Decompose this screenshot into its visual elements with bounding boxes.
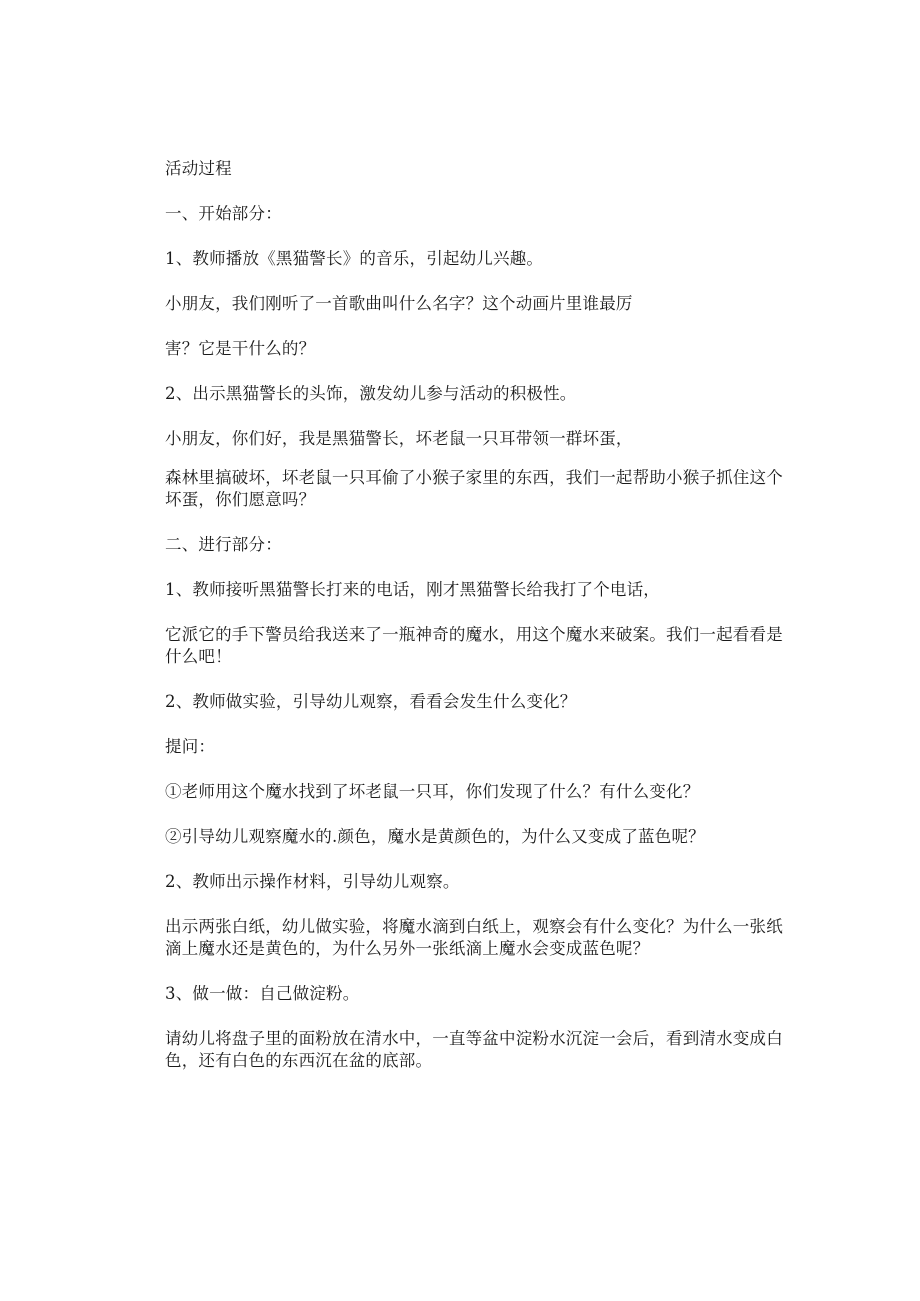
body-paragraph: 出示两张白纸，幼儿做实验，将魔水滴到白纸上，观察会有什么变化？为什么一张纸滴上魔水还是黄色的，为什么另外一张纸滴上魔水会变成蓝色呢？: [165, 917, 783, 958]
section-heading-part-two: 二、进行部分：: [165, 535, 282, 554]
dialogue-paragraph: 害？它是干什么的？: [165, 339, 316, 358]
question-item: ①老师用这个魔水找到了坏老鼠一只耳，你们发现了什么？有什么变化？: [165, 782, 700, 801]
document-body: [165, 158, 795, 1072]
step-paragraph: 2、教师出示操作材料，引导幼儿观察。: [165, 872, 460, 891]
step-paragraph: 2、教师做实验，引导幼儿观察，看看会发生什么变化？: [165, 692, 577, 711]
body-paragraph: 请幼儿将盘子里的面粉放在清水中，一直等盆中淀粉水沉淀一会后，看到清水变成白色，还有白色的东西沉在盆的底部。: [165, 1029, 783, 1070]
dialogue-paragraph: 它派它的手下警员给我送来了一瓶神奇的魔水，用这个魔水来破案。我们一起看看是什么吧！: [165, 625, 783, 666]
step-paragraph: 2、出示黑猫警长的头饰，激发幼儿参与活动的积极性。: [165, 384, 577, 403]
step-paragraph: 3、做一做：自己做淀粉。: [165, 984, 360, 1003]
dialogue-paragraph: 森林里搞破坏，坏老鼠一只耳偷了小猴子家里的东西，我们一起帮助小猴子抓住这个坏蛋，你们愿意吗？: [165, 468, 783, 509]
dialogue-paragraph: 小朋友，我们刚听了一首歌曲叫什么名字？这个动画片里谁最厉: [165, 294, 633, 313]
question-item: ②引导幼儿观察魔水的.颜色，魔水是黄颜色的，为什么又变成了蓝色呢？: [165, 827, 705, 846]
question-label: 提问：: [165, 737, 216, 756]
step-paragraph: 1、教师接听黑猫警长打来的电话，刚才黑猫警长给我打了个电话，: [165, 580, 660, 599]
step-paragraph: 1、教师播放《黑猫警长》的音乐，引起幼儿兴趣。: [165, 249, 544, 268]
section-heading-part-one: 一、开始部分：: [165, 204, 282, 223]
section-heading-activity-process: 活动过程: [165, 159, 232, 178]
dialogue-paragraph: 小朋友，你们好，我是黑猫警长，坏老鼠一只耳带领一群坏蛋，: [165, 429, 633, 448]
